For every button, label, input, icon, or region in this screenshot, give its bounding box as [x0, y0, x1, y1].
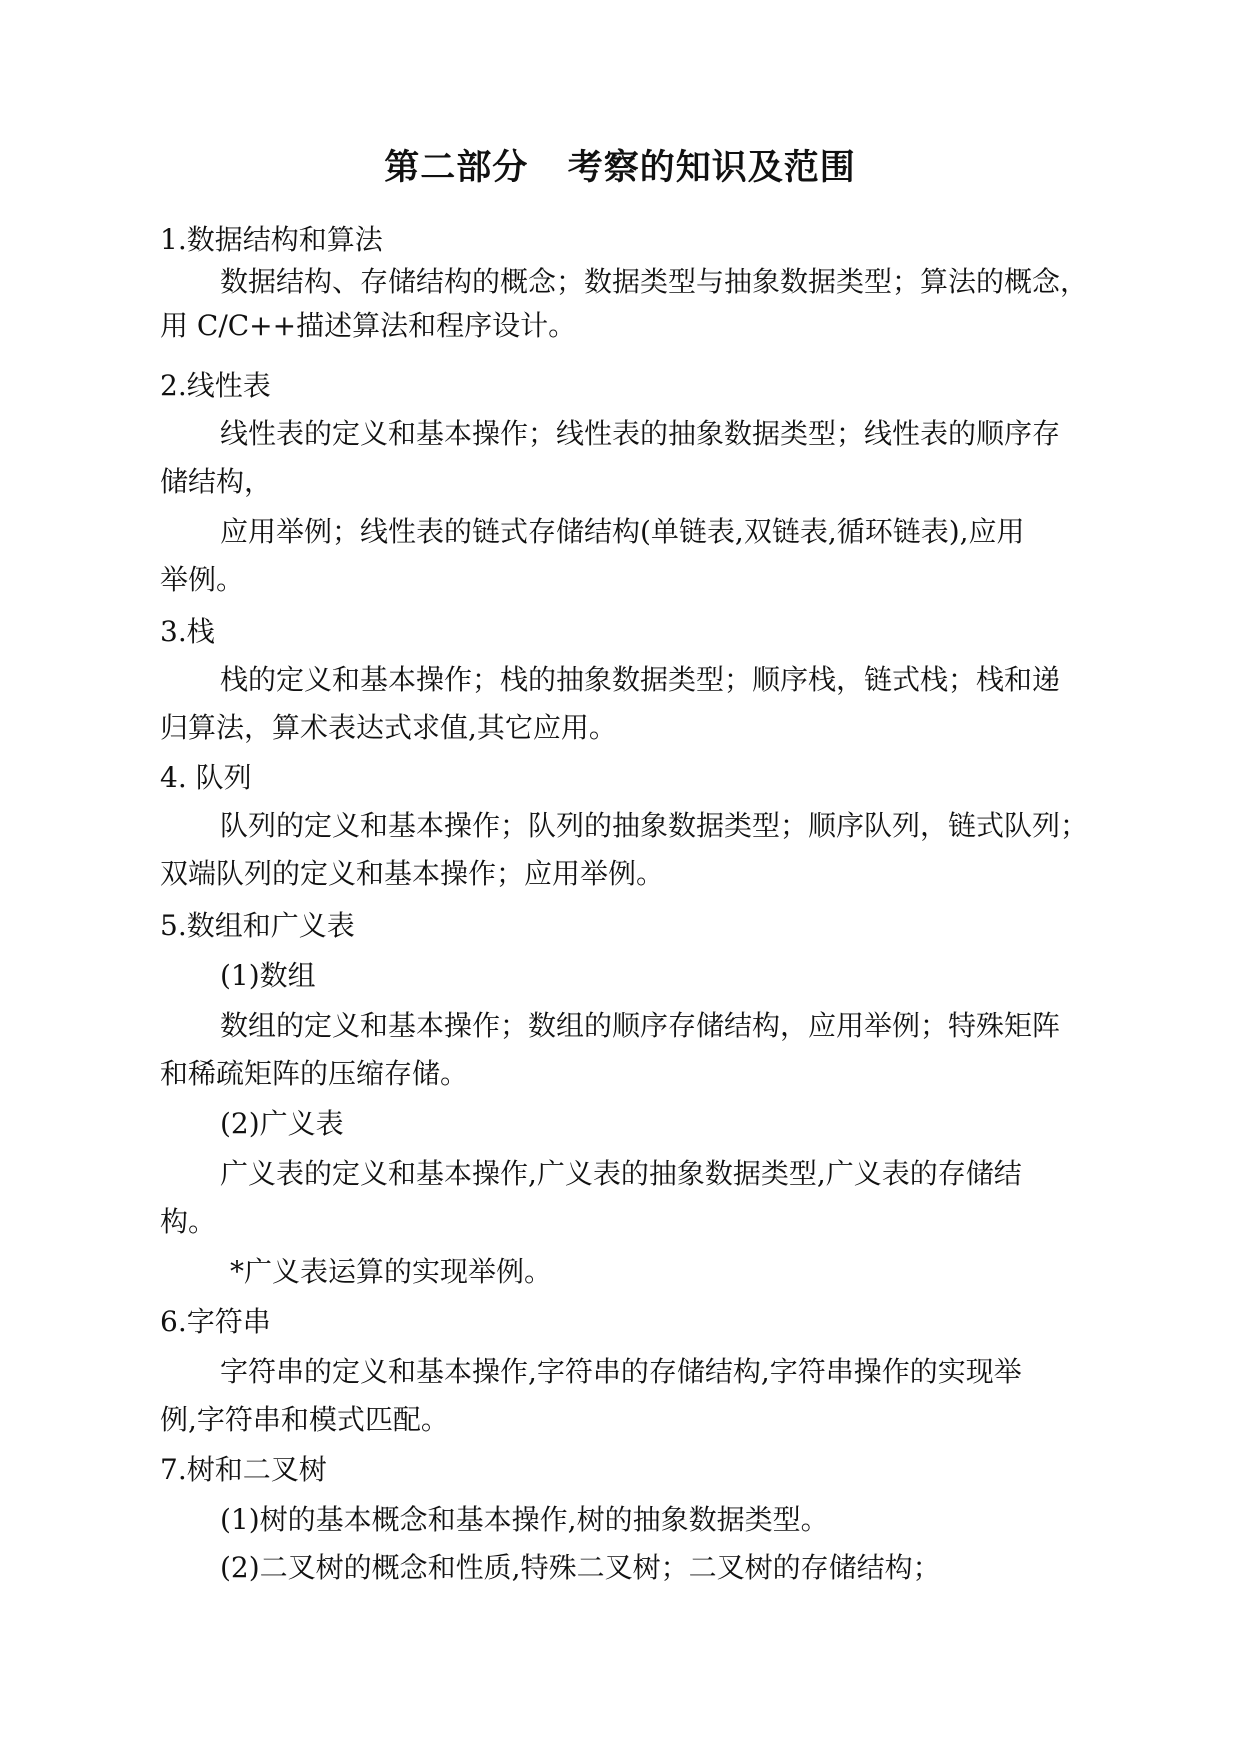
paragraph-line: 线性表的定义和基本操作；线性表的抽象数据类型；线性表的顺序存	[220, 417, 1061, 450]
list-item: (2)二叉树的概念和性质,特殊二叉树；二叉树的存储结构；	[220, 1551, 941, 1584]
page-title: 第二部分 考察的知识及范围	[384, 148, 856, 188]
paragraph-line: 和稀疏矩阵的压缩存储。	[160, 1057, 469, 1090]
paragraph-line: 数组的定义和基本操作；数组的顺序存储结构，应用举例；特殊矩阵	[220, 1009, 1061, 1042]
paragraph-line: 字符串的定义和基本操作,字符串的存储结构,字符串操作的实现举	[220, 1355, 1022, 1388]
section-heading-arrays: 5.数组和广义表	[160, 909, 355, 942]
paragraph-line: 例,字符串和模式匹配。	[160, 1403, 449, 1436]
paragraph-line: 应用举例；线性表的链式存储结构(单链表,双链表,循环链表),应用	[220, 515, 1025, 548]
optional-note: *广义表运算的实现举例。	[230, 1255, 553, 1288]
paragraph-line: 队列的定义和基本操作；队列的抽象数据类型；顺序队列，链式队列；	[220, 809, 1089, 842]
section-heading-trees: 7.树和二叉树	[160, 1453, 327, 1486]
list-item: (1)树的基本概念和基本操作,树的抽象数据类型。	[220, 1503, 829, 1536]
paragraph-line: 栈的定义和基本操作；栈的抽象数据类型；顺序栈，链式栈；栈和递	[220, 663, 1061, 696]
section-heading-queue: 4. 队列	[160, 761, 252, 794]
paragraph-line: 构。	[160, 1205, 217, 1238]
paragraph-line: 双端队列的定义和基本操作；应用举例。	[160, 857, 665, 890]
section-heading-linear-list: 2.线性表	[160, 369, 271, 402]
subsection-heading: (2)广义表	[220, 1107, 344, 1140]
paragraph-line: 储结构，	[160, 465, 273, 498]
subsection-heading: (1)数组	[220, 959, 316, 992]
paragraph-line: 归算法，算术表达式求值,其它应用。	[160, 711, 617, 744]
paragraph-line: 数据结构、存储结构的概念；数据类型与抽象数据类型；算法的概念，	[220, 265, 1089, 298]
paragraph-line: 举例。	[160, 563, 245, 596]
section-heading-data-structures: 1.数据结构和算法	[160, 223, 383, 256]
paragraph-line: 用 C/C++描述算法和程序设计。	[160, 309, 577, 342]
section-heading-strings: 6.字符串	[160, 1305, 271, 1338]
section-heading-stack: 3.栈	[160, 615, 215, 648]
paragraph-line: 广义表的定义和基本操作,广义表的抽象数据类型,广义表的存储结	[220, 1157, 1022, 1190]
